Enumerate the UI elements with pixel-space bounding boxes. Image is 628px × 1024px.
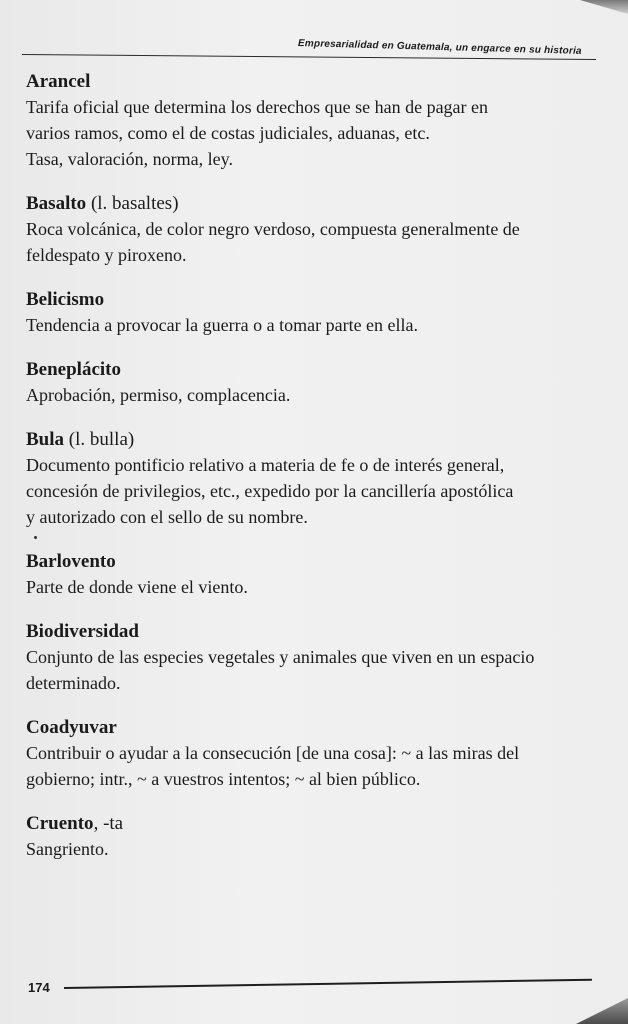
glossary-entry [26,716,601,792]
glossary-entry [26,358,601,408]
entry-term: Bula (l. bulla) [26,429,135,450]
glossary-entry [26,288,601,338]
entry-definition-line: y autorizado con el sello de su nombre. [26,507,308,527]
entry-definition-line: Contribuir o ayudar a la consecución [de una cosa]: ~ a las miras del [26,743,520,763]
glossary-entry [26,428,601,530]
entry-definition-line: Tasa, valoración, norma, ley. [26,149,233,169]
entry-term: Barlovento [26,551,116,572]
entry-definition-line: Aprobación, permiso, complacencia. [26,385,291,405]
glossary-entry [26,70,601,172]
entry-definition-line: Sangriento. [26,839,109,859]
entry-term: Beneplácito [26,359,121,380]
entry-definition-line: determinado. [26,673,121,693]
page-corner-shadow-bottom [576,998,628,1024]
entry-definition-line: Tendencia a provocar la guerra o a tomar parte en ella. [26,315,419,335]
entry-term: Belicismo [26,289,105,310]
entry-term: Cruento, -ta [26,813,124,834]
entry-definition-line: gobierno; intr., ~ a vuestros intentos; ~ al bien público. [26,769,421,789]
entry-definition-line: Roca volcánica, de color negro verdoso, compuesta generalmente de [26,219,520,239]
entry-term: Arancel [26,71,91,92]
page-number: 174 [28,980,50,995]
entry-definition-line: Tarifa oficial que determina los derechos que se han de pagar en [26,97,489,117]
glossary-entry [26,550,601,600]
glossary-entry [26,192,601,268]
entry-definition-line: Parte de donde viene el viento. [26,577,248,597]
footer-rule [64,979,592,989]
entry-term: Coadyuvar [26,717,117,738]
stray-mark [26,530,601,550]
glossary-entries [26,70,601,862]
glossary-entry [26,620,601,696]
glossary-entry [26,812,601,862]
page-corner-shadow-top [568,0,628,14]
entry-definition-line: Conjunto de las especies vegetales y animales que viven en un espacio [26,647,535,667]
entry-definition-line: concesión de privilegios, etc., expedido por la cancillería apostólica [26,481,514,501]
entry-term: Biodiversidad [26,621,139,642]
running-header: Empresarialidad en Guatemala, un engarce en su historia [297,38,582,57]
entry-definition-line: feldespato y piroxeno. [26,245,187,265]
entry-definition-line: Documento pontificio relativo a materia de fe o de interés general, [26,455,505,475]
entry-definition-line: varios ramos, como el de costas judiciales, aduanas, etc. [26,123,430,143]
entry-term: Basalto (l. basaltes) [26,193,179,214]
